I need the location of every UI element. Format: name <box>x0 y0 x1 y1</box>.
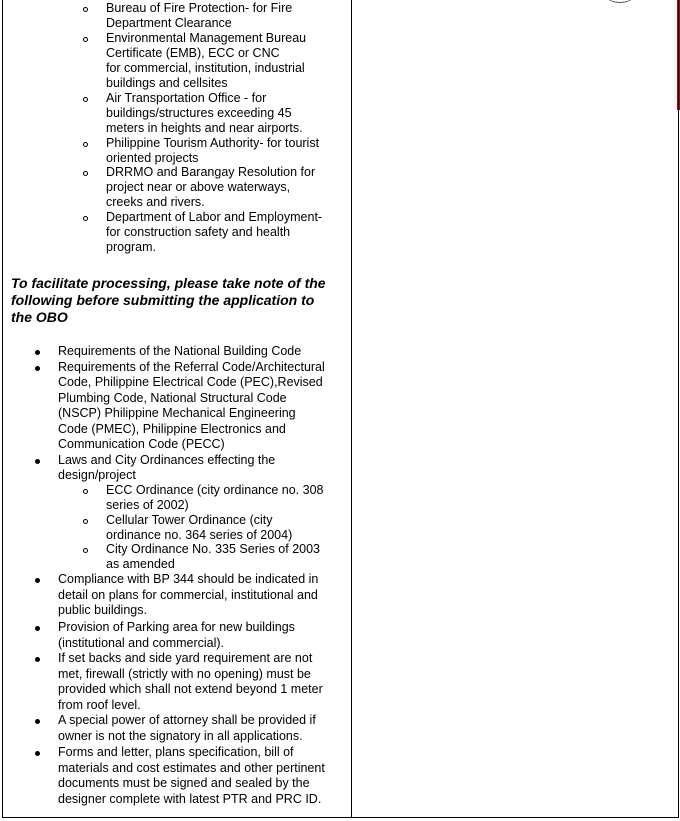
text-line: buildings and cellsites <box>106 76 228 90</box>
text-line: designer complete with latest PTR and PRC ID. <box>58 791 322 806</box>
text-line: project near or above waterways, <box>106 180 291 194</box>
text-line: Requirements of the National Building Code <box>58 344 302 358</box>
left-cell <box>3 0 351 817</box>
text-line: following before submitting the application to <box>11 292 315 308</box>
circle-bullet-icon <box>83 548 88 553</box>
list-item <box>106 483 323 513</box>
text-line: for commercial, institution, industrial <box>106 61 305 75</box>
bullet-icon <box>35 626 40 631</box>
list-item <box>106 513 292 543</box>
list-item <box>106 210 322 255</box>
list-item <box>58 620 295 651</box>
list-item <box>106 136 319 166</box>
text-line: ECC Ordinance (city ordinance no. 308 <box>106 483 324 497</box>
text-line: met, firewall (strictly with no opening) must be <box>58 666 311 681</box>
text-line: buildings/structures exceeding 45 <box>106 106 292 120</box>
circle-bullet-icon <box>83 97 88 102</box>
bullet-icon <box>35 751 40 756</box>
text-line: If set backs and side yard requirement are not <box>58 651 313 665</box>
text-line: City Ordinance No. 335 Series of 2003 <box>106 542 321 556</box>
bullet-icon <box>35 657 40 662</box>
list-item <box>58 745 325 807</box>
text-line: public buildings. <box>58 603 147 618</box>
list-item <box>58 344 301 359</box>
list-item <box>58 713 316 744</box>
bullet-icon <box>35 719 40 724</box>
text-line: Requirements of the Referral Code/Architectural <box>58 360 325 374</box>
list-item <box>106 1 292 31</box>
text-line: owner is not the signatory in all applications. <box>58 728 303 743</box>
text-line: (institutional and commercial). <box>58 635 225 650</box>
text-line: DRRMO and Barangay Resolution for <box>106 165 316 179</box>
circle-bullet-icon <box>83 7 88 12</box>
text-line: oriented projects <box>106 151 199 165</box>
text-line: from roof level. <box>58 697 141 712</box>
text-line: (NSCP) Philippine Mechanical Engineering <box>58 406 296 421</box>
text-line: Department of Labor and Employment- <box>106 210 323 224</box>
text-line: Certificate (EMB), ECC or CNC <box>106 46 280 60</box>
text-line: Philippine Tourism Authority- for tourist <box>106 136 320 150</box>
circle-bullet-icon <box>83 489 88 494</box>
circle-bullet-icon <box>83 142 88 147</box>
list-item <box>58 572 318 619</box>
document-table <box>2 0 679 818</box>
text-line: Environmental Management Bureau <box>106 31 307 45</box>
list-item <box>106 31 306 91</box>
circle-bullet-icon <box>83 37 88 42</box>
text-line: Laws and City Ordinances effecting the <box>58 453 276 467</box>
text-line: Department Clearance <box>106 16 232 30</box>
text-line: meters in heights and near airports. <box>106 121 303 135</box>
list-item <box>106 542 320 572</box>
text-line: Plumbing Code, National Structural Code <box>58 390 287 405</box>
circle-bullet-icon <box>83 519 88 524</box>
text-line: Bureau of Fire Protection- for Fire <box>106 1 293 15</box>
text-line: Forms and letter, plans specification, bill of <box>58 745 294 759</box>
text-line: Compliance with BP 344 should be indicated in <box>58 572 319 586</box>
text-line: ordinance no. 364 series of 2004) <box>106 528 293 542</box>
list-item <box>58 453 275 483</box>
text-line: Communication Code (PECC) <box>58 437 225 452</box>
text-line: To facilitate processing, please take note of the <box>11 275 326 291</box>
text-line: the OBO <box>11 309 68 325</box>
bullet-icon <box>35 578 40 583</box>
list-item <box>58 651 323 713</box>
bullet-icon <box>35 366 40 371</box>
list-item <box>106 165 315 210</box>
text-line: creeks and rivers. <box>106 195 205 209</box>
text-line: provided which shall not extend beyond 1 meter <box>58 682 323 696</box>
text-line: program. <box>106 240 157 254</box>
bullet-icon <box>35 350 40 355</box>
text-line: Air Transportation Office - for <box>106 91 267 105</box>
text-line: Cellular Tower Ordinance (city <box>106 513 273 527</box>
text-line: materials and cost estimates and other pertinent <box>58 760 325 775</box>
text-line: Provision of Parking area for new buildings <box>58 620 295 634</box>
text-line: Code (PMEC), Philippine Electronics and <box>58 421 286 436</box>
text-line: Code, Philippine Electrical Code (PEC),Revised <box>58 375 323 390</box>
section-heading <box>11 275 326 326</box>
text-line: for construction safety and health <box>106 225 291 239</box>
text-line: design/project <box>58 468 136 482</box>
text-line: detail on plans for commercial, institutional and <box>58 587 318 602</box>
bullet-icon <box>35 459 40 464</box>
text-line: series of 2002) <box>106 498 189 512</box>
text-line: A special power of attorney shall be provided if <box>58 713 316 727</box>
text-line: documents must be signed and sealed by the <box>58 776 310 791</box>
circle-bullet-icon <box>83 216 88 221</box>
circle-bullet-icon <box>83 171 88 176</box>
right-cell <box>352 0 678 817</box>
text-line: as amended <box>106 557 175 571</box>
list-item <box>58 360 325 452</box>
list-item <box>106 91 303 136</box>
